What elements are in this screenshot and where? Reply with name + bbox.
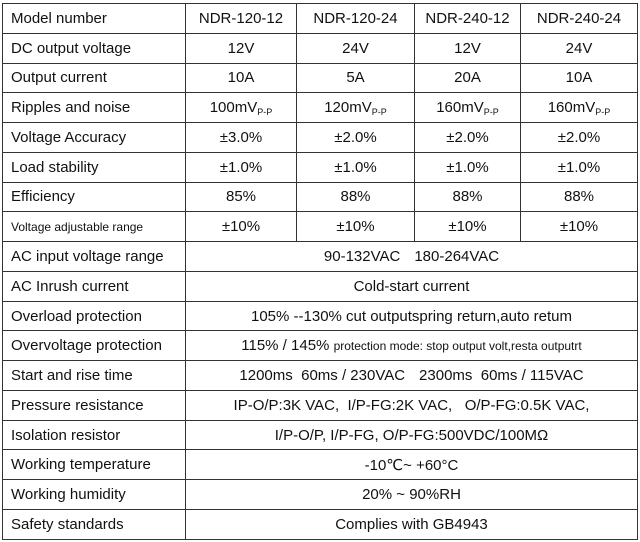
- table-row: [3, 152, 638, 182]
- cell-value: [186, 93, 297, 123]
- table-row: [3, 510, 638, 540]
- row-label: Overload protection: [3, 301, 186, 331]
- cell-value: 20A: [415, 63, 521, 93]
- row-label: DC output voltage: [3, 33, 186, 63]
- ripple-value: 120mV: [324, 98, 372, 116]
- span-value: -10℃~ +60°C: [186, 450, 638, 480]
- cell-value: ±1.0%: [297, 152, 415, 182]
- table-row: [3, 361, 638, 391]
- span-value: Complies with GB4943: [186, 510, 638, 540]
- table-row: [3, 182, 638, 212]
- cell-value: 12V: [186, 33, 297, 63]
- table-row: [3, 33, 638, 63]
- table-row: [3, 450, 638, 480]
- start-rise-115: 2300ms 60ms / 115VAC: [419, 367, 584, 385]
- cell-value: 10A: [186, 63, 297, 93]
- row-label: Overvoltage protection: [3, 331, 186, 361]
- ripple-sub: P-P: [595, 106, 611, 117]
- span-value: [186, 331, 638, 361]
- table-row: [3, 63, 638, 93]
- cell-value: ±1.0%: [521, 152, 638, 182]
- row-label: Output current: [3, 63, 186, 93]
- cell-value: 88%: [415, 182, 521, 212]
- row-label: Working humidity: [3, 480, 186, 510]
- row-label: AC input voltage range: [3, 242, 186, 272]
- header-row: [3, 4, 638, 34]
- header-label: Model number: [3, 4, 186, 34]
- table-row: [3, 242, 638, 272]
- ripple-value: 160mV: [436, 98, 484, 116]
- cell-value: [415, 93, 521, 123]
- cell-value: ±10%: [186, 212, 297, 242]
- start-rise-230: 1200ms 60ms / 230VAC: [239, 367, 406, 385]
- cell-value: 5A: [297, 63, 415, 93]
- span-value: 105% --130% cut outputspring return,auto retum: [186, 301, 638, 331]
- ripple-sub: P-P: [483, 106, 499, 117]
- span-value: I/P-O/P, I/P-FG, O/P-FG:500VDC/100MΩ: [186, 420, 638, 450]
- cell-value: 88%: [521, 182, 638, 212]
- span-value: IP-O/P:3K VAC, I/P-FG:2K VAC, O/P-FG:0.5K VAC,: [186, 390, 638, 420]
- ripple-value: 100mV: [209, 98, 258, 116]
- table-row: [3, 93, 638, 123]
- cell-value: 88%: [297, 182, 415, 212]
- table-row: [3, 420, 638, 450]
- row-label: Efficiency: [3, 182, 186, 212]
- row-label: AC Inrush current: [3, 271, 186, 301]
- row-label: Pressure resistance: [3, 390, 186, 420]
- cell-value: ±2.0%: [297, 123, 415, 153]
- ripple-value: 160mV: [547, 98, 596, 116]
- span-value: 20% ~ 90%RH: [186, 480, 638, 510]
- cell-value: 24V: [521, 33, 638, 63]
- spec-table: [2, 3, 638, 540]
- ripple-sub: P-P: [257, 106, 273, 117]
- cell-value: ±1.0%: [415, 152, 521, 182]
- row-label: Voltage adjustable range: [3, 212, 186, 242]
- cell-value: 10A: [521, 63, 638, 93]
- overvoltage-mode: protection mode: stop output volt,resta outputrt: [333, 339, 582, 354]
- cell-value: 24V: [297, 33, 415, 63]
- table-row: [3, 301, 638, 331]
- span-value: [186, 361, 638, 391]
- table-row: [3, 331, 638, 361]
- cell-value: ±10%: [415, 212, 521, 242]
- table-row: [3, 123, 638, 153]
- span-value: [186, 242, 638, 272]
- row-label: Working temperature: [3, 450, 186, 480]
- cell-value: [297, 93, 415, 123]
- cell-value: ±2.0%: [415, 123, 521, 153]
- cell-value: [521, 93, 638, 123]
- span-value: Cold-start current: [186, 271, 638, 301]
- cell-value: 85%: [186, 182, 297, 212]
- cell-value: ±2.0%: [521, 123, 638, 153]
- cell-value: ±1.0%: [186, 152, 297, 182]
- row-label: Safety standards: [3, 510, 186, 540]
- row-label: Start and rise time: [3, 361, 186, 391]
- ac-input-high: 180-264VAC: [414, 248, 500, 265]
- row-label: Load stability: [3, 152, 186, 182]
- ripple-sub: P-P: [371, 106, 387, 117]
- table-row: [3, 212, 638, 242]
- overvoltage-main: 115% / 145%: [241, 337, 330, 355]
- model-2: NDR-120-24: [297, 4, 415, 34]
- row-label: Voltage Accuracy: [3, 123, 186, 153]
- table-row: [3, 271, 638, 301]
- cell-value: 12V: [415, 33, 521, 63]
- cell-value: ±3.0%: [186, 123, 297, 153]
- row-label: Isolation resistor: [3, 420, 186, 450]
- cell-value: ±10%: [521, 212, 638, 242]
- model-3: NDR-240-12: [415, 4, 521, 34]
- row-label: Ripples and noise: [3, 93, 186, 123]
- table-row: [3, 480, 638, 510]
- cell-value: ±10%: [297, 212, 415, 242]
- ac-input-low: 90-132VAC: [323, 248, 401, 265]
- table-row: [3, 390, 638, 420]
- model-1: NDR-120-12: [186, 4, 297, 34]
- model-4: NDR-240-24: [521, 4, 638, 34]
